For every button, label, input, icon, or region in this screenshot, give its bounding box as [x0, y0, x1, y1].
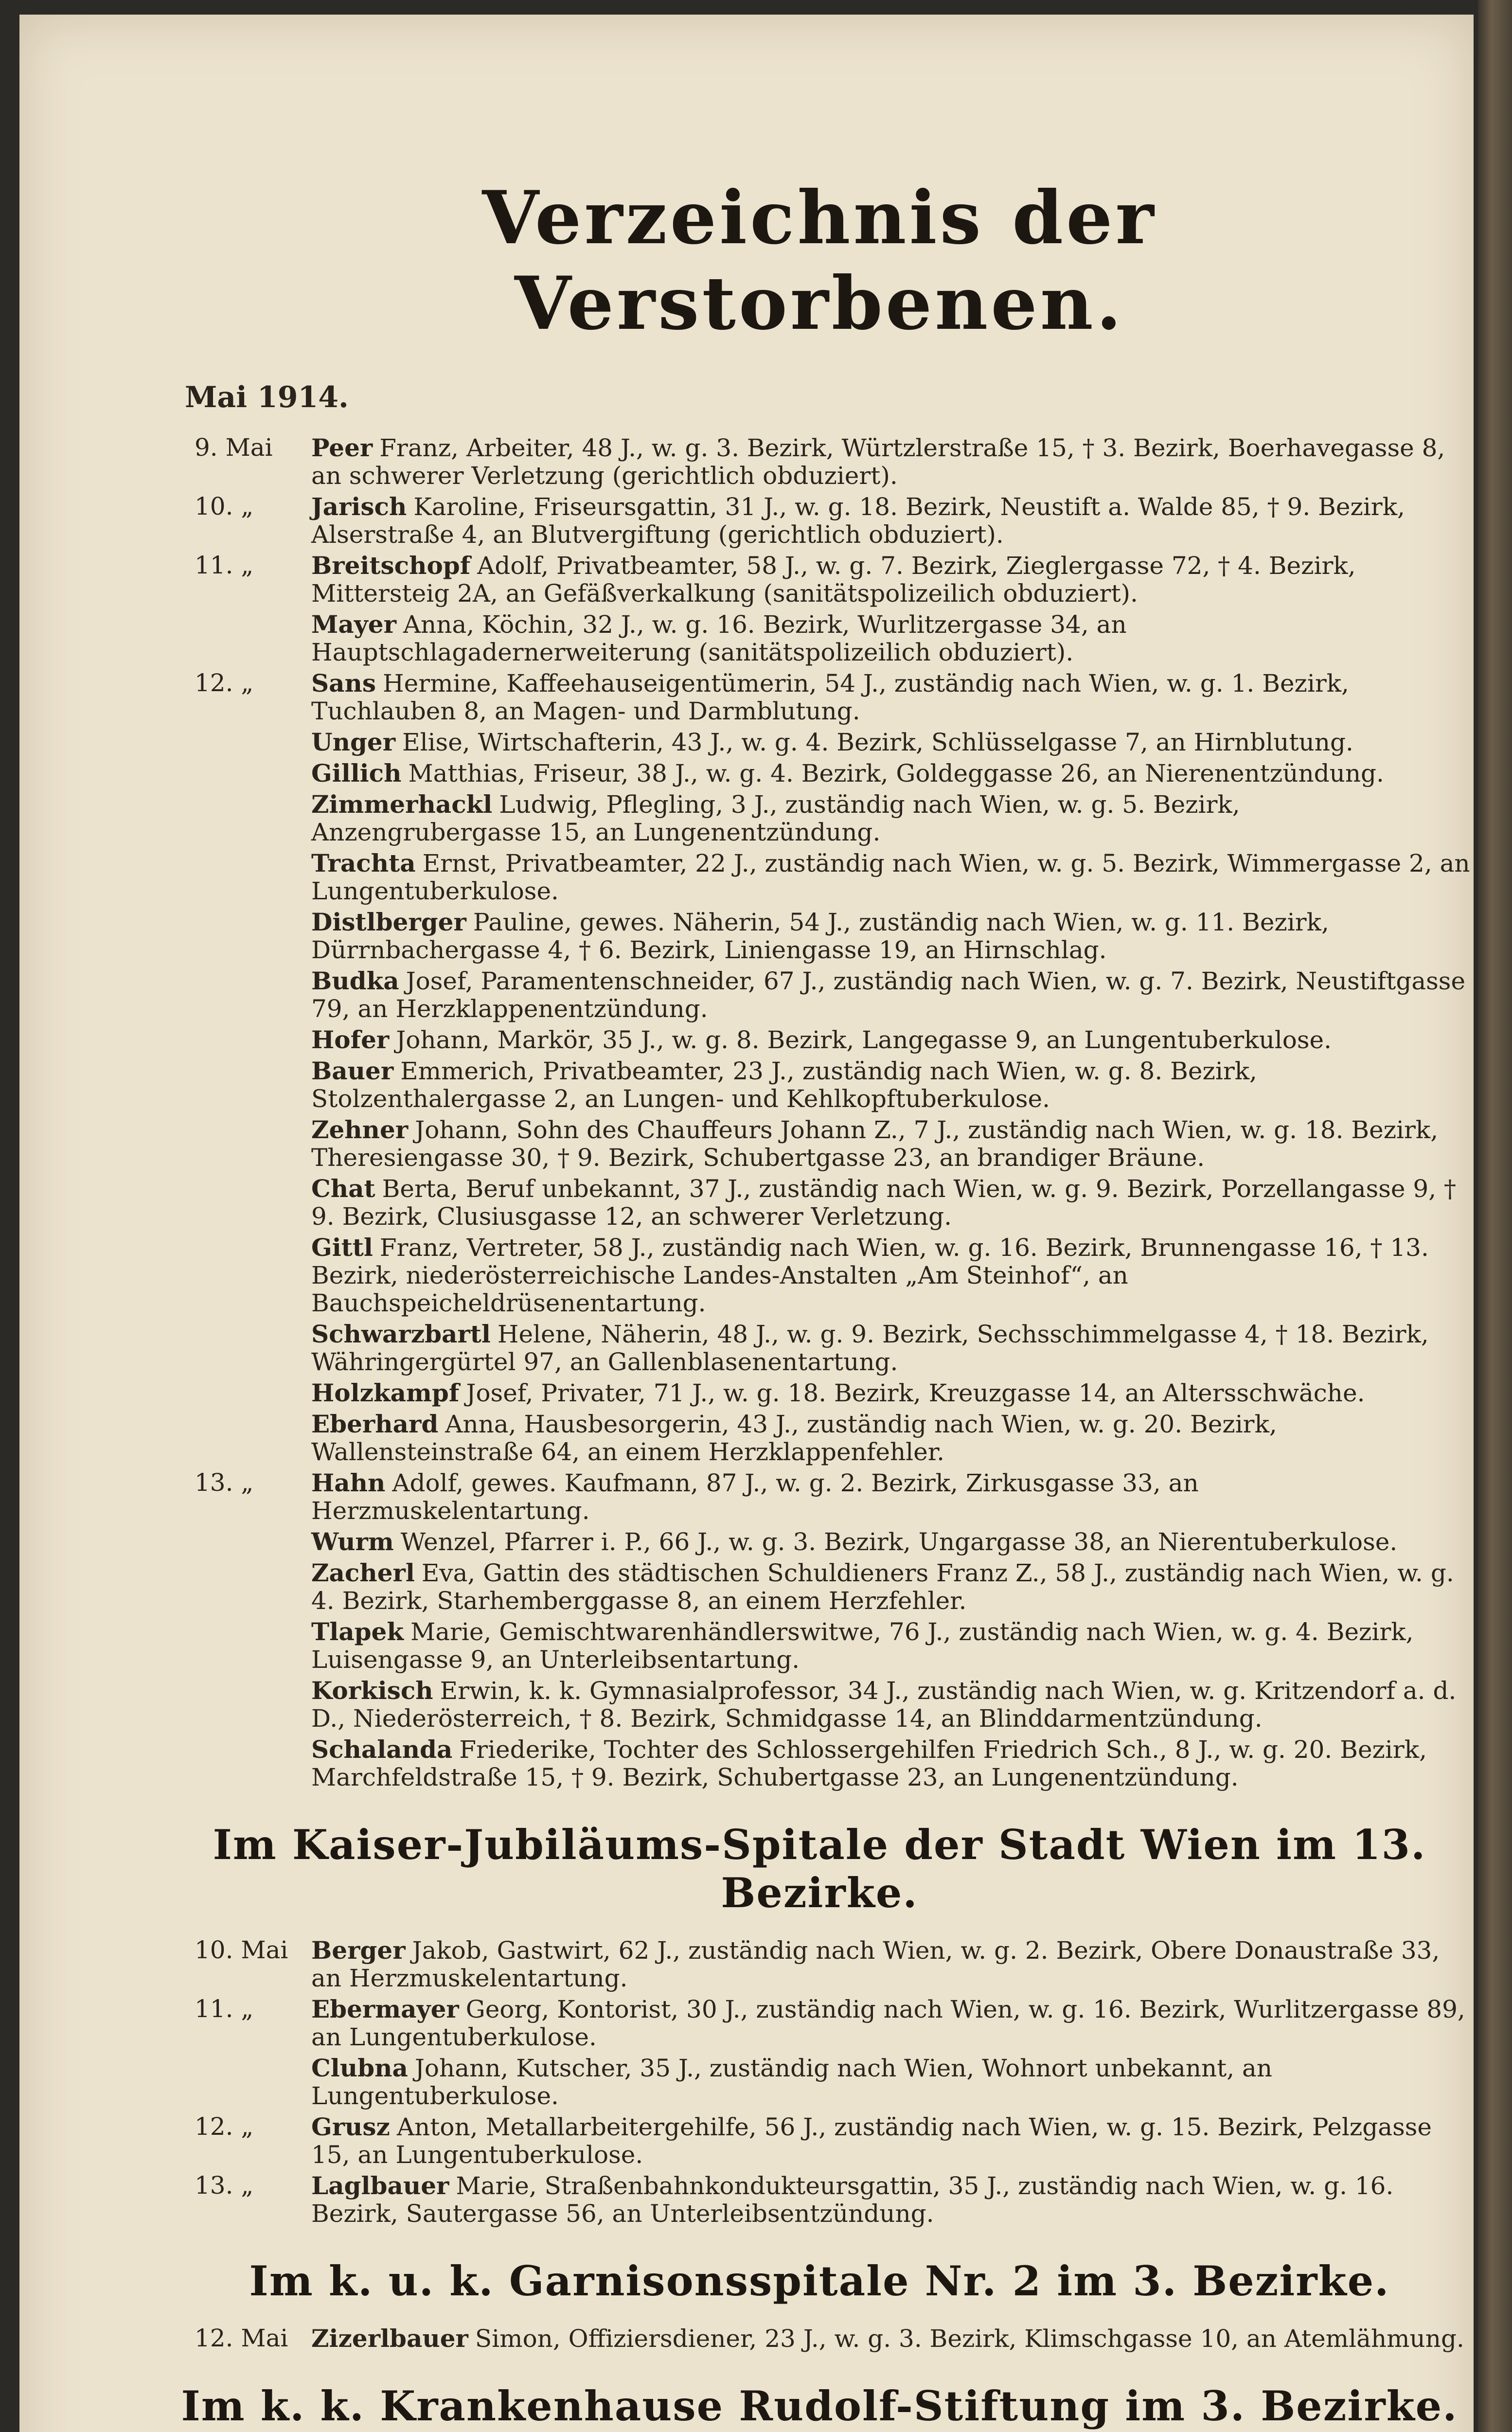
entry-body — [311, 967, 1465, 1023]
entry-body — [311, 1057, 1257, 1113]
death-entry — [165, 1677, 1474, 1733]
entry-date: 12. „ — [195, 669, 254, 697]
page-title: Verzeichnis der Verstorbenen. — [482, 175, 1157, 346]
document-page — [19, 15, 1474, 2432]
entry-details: Wenzel, Pfarrer i. P., 66 J., w. g. 3. Bezirk, Ungargasse 38, an Nierentuberkulose. — [400, 1528, 1398, 1556]
entry-body — [311, 728, 1353, 756]
death-entry — [165, 1320, 1474, 1376]
hospital-section — [165, 2382, 1474, 2432]
entry-surname: Schalanda — [311, 1735, 453, 1764]
hospital-section — [165, 1821, 1474, 2228]
entry-details: Friederike, Tochter des Schlossergehilfen Friedrich Sch., 8 J., w. g. 20. Bezirk, Marchfeldstraße 15, † 9. Bezirk, Schubertgasse 23, an Lungenentzündung. — [311, 1735, 1427, 1791]
death-entry — [165, 552, 1474, 608]
entry-surname: Grusz — [311, 2112, 390, 2141]
entry-details: Johann, Kutscher, 35 J., zuständig nach Wien, Wohnort unbekannt, an Lungentuberkulose. — [311, 2054, 1273, 2110]
death-entry — [165, 493, 1474, 549]
entry-date: 11. „ — [195, 1995, 254, 2023]
death-entry — [165, 967, 1474, 1023]
entry-body — [311, 2054, 1272, 2110]
entry-date: 9. Mai — [195, 433, 273, 462]
entry-body — [311, 1234, 1429, 1317]
page-content — [165, 175, 1474, 2432]
section-heading: Im k. u. k. Garnisonsspitale Nr. 2 im 3. Bezirke. — [249, 2257, 1390, 2305]
death-entry — [165, 759, 1474, 787]
entry-details: Georg, Kontorist, 30 J., zuständig nach Wien, w. g. 16. Bezirk, Wurlitzergasse 89, an Lungentuberkulose. — [311, 1995, 1465, 2051]
death-entry — [165, 908, 1474, 964]
entry-date: 10. Mai — [195, 1936, 288, 1964]
entry-date: 12. Mai — [195, 2324, 288, 2352]
death-entry — [165, 1618, 1474, 1674]
entry-details: Franz, Vertreter, 58 J., zuständig nach Wien, w. g. 16. Bezirk, Brunnengasse 16, † 13. Bezirk, niederösterreichische Landes-Anstalten „Am Steinhof“, an Bauchspeicheldrüsenentartung. — [311, 1234, 1429, 1317]
entry-details: Josef, Paramentenschneider, 67 J., zuständig nach Wien, w. g. 7. Bezirk, Neustiftgasse 79, an Herzklappenentzündung. — [311, 967, 1466, 1023]
death-entry — [165, 2325, 1474, 2353]
entry-body — [311, 1320, 1429, 1376]
death-entry — [165, 1469, 1474, 1525]
entry-details: Anna, Köchin, 32 J., w. g. 16. Bezirk, Wurlitzergasse 34, an Hauptschlagadernerweiterung (sanitätspolizeilich obduziert). — [311, 610, 1127, 666]
entry-body — [311, 610, 1127, 666]
entry-body — [311, 908, 1329, 964]
entry-surname: Mayer — [311, 610, 396, 639]
entry-details: Simon, Offiziersdiener, 23 J., w. g. 3. Bezirk, Klimschgasse 10, an Atemlähmung. — [475, 2325, 1464, 2353]
entry-details: Erwin, k. k. Gymnasialprofessor, 34 J., zuständig nach Wien, w. g. Kritzendorf a. d. D., Niederösterreich, † 8. Bezirk, Schmidgasse 14, an Blinddarmentzündung. — [311, 1677, 1457, 1733]
entry-body — [311, 2172, 1393, 2228]
entry-details: Johann, Sohn des Chauffeurs Johann Z., 7 J., zuständig nach Wien, w. g. 18. Bezirk, Theresiengasse 30, † 9. Bezirk, Schubertgasse 23, an brandiger Bräune. — [311, 1116, 1439, 1172]
entry-body — [311, 434, 1445, 490]
entry-surname: Unger — [311, 728, 396, 756]
entry-body — [311, 849, 1470, 905]
entry-details: Karoline, Friseursgattin, 31 J., w. g. 18. Bezirk, Neustift a. Walde 85, † 9. Bezirk, Alserstraße 4, an Blutvergiftung (gerichtlich obduziert). — [311, 493, 1405, 549]
death-entry — [165, 1234, 1474, 1317]
entry-surname: Gillich — [311, 759, 402, 787]
entry-surname: Hofer — [311, 1025, 390, 1054]
entry-surname: Wurm — [311, 1527, 394, 1556]
death-entry — [165, 1936, 1474, 1992]
entry-surname: Bauer — [311, 1056, 394, 1085]
entry-details: Elise, Wirtschafterin, 43 J., w. g. 4. Bezirk, Schlüsselgasse 7, an Hirnblutung. — [402, 728, 1353, 756]
death-entry — [165, 2113, 1474, 2169]
death-entry — [165, 1559, 1474, 1615]
entry-surname: Berger — [311, 1936, 406, 1965]
entry-details: Matthias, Friseur, 38 J., w. g. 4. Bezirk, Goldeggasse 26, an Nierenentzündung. — [408, 759, 1384, 787]
entry-details: Emmerich, Privatbeamter, 23 J., zuständig nach Wien, w. g. 8. Bezirk, Stolzenthalergasse 2, an Lungen- und Kehlkopftuberkulose. — [311, 1057, 1257, 1113]
death-entry — [165, 1026, 1474, 1054]
entry-body — [311, 790, 1240, 846]
entry-surname: Peer — [311, 433, 373, 462]
entry-body — [311, 1026, 1332, 1054]
entry-surname: Budka — [311, 966, 399, 995]
entry-surname: Sans — [311, 669, 376, 697]
death-entry — [165, 849, 1474, 905]
hospital-sections — [165, 1821, 1474, 2432]
page-edge — [1478, 0, 1512, 2432]
entry-details: Adolf, gewes. Kaufmann, 87 J., w. g. 2. Bezirk, Zirkusgasse 33, an Herzmuskelentartung. — [311, 1469, 1199, 1525]
entry-surname: Tlapek — [311, 1617, 404, 1646]
entry-surname: Clubna — [311, 2054, 408, 2082]
entry-details: Franz, Arbeiter, 48 J., w. g. 3. Bezirk, Würtzlerstraße 15, † 3. Bezirk, Boerhavegasse 8, an schwerer Verletzung (gerichtlich obduziert). — [311, 434, 1445, 490]
entry-body — [311, 1559, 1454, 1615]
death-entry — [165, 1175, 1474, 1231]
entry-date: 11. „ — [195, 551, 254, 579]
entry-surname: Zehner — [311, 1115, 409, 1144]
entry-details: Jakob, Gastwirt, 62 J., zuständig nach Wien, w. g. 2. Bezirk, Obere Donaustraße 33, an Herzmuskelentartung. — [311, 1936, 1440, 1992]
entry-body — [311, 1735, 1427, 1791]
entry-surname: Holzkampf — [311, 1378, 460, 1407]
entry-details: Hermine, Kaffeehauseigentümerin, 54 J., zuständig nach Wien, w. g. 1. Bezirk, Tuchlauben 8, an Magen- und Darmblutung. — [311, 669, 1349, 725]
entry-body — [311, 1410, 1277, 1466]
entry-body — [311, 1116, 1438, 1172]
entry-details: Ludwig, Pflegling, 3 J., zuständig nach Wien, w. g. 5. Bezirk, Anzengrubergasse 15, an Lungenentzündung. — [311, 790, 1240, 846]
entry-body — [311, 2325, 1464, 2353]
hospital-section — [165, 2257, 1474, 2353]
entry-details: Marie, Straßenbahnkondukteursgattin, 35 J., zuständig nach Wien, w. g. 16. Bezirk, Sautergasse 56, an Unterleibsentzündung. — [311, 2172, 1394, 2228]
entry-body — [311, 2113, 1432, 2169]
entry-details: Anna, Hausbesorgerin, 43 J., zuständig nach Wien, w. g. 20. Bezirk, Wallensteinstraße 64, an einem Herzklappenfehler. — [311, 1410, 1277, 1466]
entry-surname: Jarisch — [311, 492, 407, 521]
entry-surname: Trachta — [311, 849, 416, 877]
entry-surname: Ebermayer — [311, 1995, 459, 2023]
entry-surname: Zizerlbauer — [311, 2324, 468, 2353]
entry-surname: Eberhard — [311, 1410, 439, 1438]
death-entry — [165, 1528, 1474, 1556]
death-entry — [165, 669, 1474, 725]
entry-body — [311, 1936, 1440, 1992]
entry-details: Marie, Gemischtwarenhändlerswitwe, 76 J., zuständig nach Wien, w. g. 4. Bezirk, Luisengasse 9, an Unterleibsentartung. — [311, 1618, 1414, 1674]
death-entry — [165, 1057, 1474, 1113]
entry-date: 10. „ — [195, 492, 254, 520]
entry-body — [311, 1995, 1465, 2051]
death-entry — [165, 728, 1474, 756]
entry-surname: Schwarzbartl — [311, 1320, 491, 1348]
entry-body — [311, 669, 1349, 725]
death-entry — [165, 1410, 1474, 1466]
entry-surname: Zimmerhackl — [311, 790, 493, 819]
entry-details: Johann, Markör, 35 J., w. g. 8. Bezirk, Langegasse 9, an Lungentuberkulose. — [396, 1026, 1332, 1054]
entry-body — [311, 1469, 1199, 1525]
entry-details: Adolf, Privatbeamter, 58 J., w. g. 7. Bezirk, Zieglergasse 72, † 4. Bezirk, Mittersteig 2A, an Gefäßverkalkung (sanitätspolizeilich obduziert). — [311, 552, 1356, 608]
entry-body — [311, 1677, 1456, 1733]
entry-details: Anton, Metallarbeitergehilfe, 56 J., zuständig nach Wien, w. g. 15. Bezirk, Pelzgasse 15, an Lungentuberkulose. — [311, 2113, 1432, 2169]
entry-body — [311, 1618, 1413, 1674]
entry-body — [311, 493, 1405, 549]
entry-body — [311, 552, 1356, 608]
death-entry — [165, 1735, 1474, 1791]
entry-details: Berta, Beruf unbekannt, 37 J., zuständig nach Wien, w. g. 9. Bezirk, Porzellangasse 9, † 9. Bezirk, Clusiusgasse 12, an schwerer Verletzung. — [311, 1175, 1457, 1231]
death-entry — [165, 2172, 1474, 2228]
entry-body — [311, 759, 1384, 787]
entry-surname: Laglbauer — [311, 2171, 449, 2200]
entry-details: Ernst, Privatbeamter, 22 J., zuständig nach Wien, w. g. 5. Bezirk, Wimmergasse 2, an Lungentuberkulose. — [311, 849, 1470, 905]
section-heading: Im k. k. Krankenhause Rudolf-Stiftung im 3. Bezirke. — [181, 2382, 1458, 2430]
entry-date: 13. „ — [195, 1468, 254, 1497]
death-entry — [165, 790, 1474, 846]
entry-details: Helene, Näherin, 48 J., w. g. 9. Bezirk, Sechsschimmelgasse 4, † 18. Bezirk, Währingergürtel 97, an Gallenblasenentartung. — [311, 1320, 1429, 1376]
death-entry — [165, 434, 1474, 490]
entry-details: Eva, Gattin des städtischen Schuldieners Franz Z., 58 J., zuständig nach Wien, w. g. 4. Bezirk, Starhemberggasse 8, an einem Herzfehler. — [311, 1559, 1454, 1615]
death-entry — [165, 2054, 1474, 2110]
death-entry — [165, 610, 1474, 666]
entry-body — [311, 1175, 1456, 1231]
deceased-list — [165, 434, 1474, 1791]
entry-surname: Distlberger — [311, 908, 466, 936]
death-entry — [165, 1379, 1474, 1407]
death-entry — [165, 1116, 1474, 1172]
entry-details: Pauline, gewes. Näherin, 54 J., zuständig nach Wien, w. g. 11. Bezirk, Dürrnbachergasse 4, † 6. Bezirk, Liniengasse 19, an Hirnschlag. — [311, 908, 1329, 964]
death-entry — [165, 1995, 1474, 2051]
entry-surname: Korkisch — [311, 1676, 433, 1705]
entry-body — [311, 1379, 1365, 1407]
month-heading: Mai 1914. — [185, 380, 349, 414]
entry-date: 13. „ — [195, 2171, 254, 2200]
entry-details: Josef, Privater, 71 J., w. g. 18. Bezirk, Kreuzgasse 14, an Altersschwäche. — [466, 1379, 1365, 1407]
section-heading: Im Kaiser-Jubiläums-Spitale der Stadt Wien im 13. Bezirke. — [213, 1821, 1426, 1917]
entry-surname: Hahn — [311, 1468, 386, 1497]
entry-date: 12. „ — [195, 2112, 254, 2141]
entry-surname: Gittl — [311, 1233, 373, 1262]
entry-surname: Breitschopf — [311, 551, 471, 580]
entry-surname: Zacherl — [311, 1558, 415, 1587]
entry-body — [311, 1528, 1397, 1556]
entry-surname: Chat — [311, 1174, 375, 1203]
